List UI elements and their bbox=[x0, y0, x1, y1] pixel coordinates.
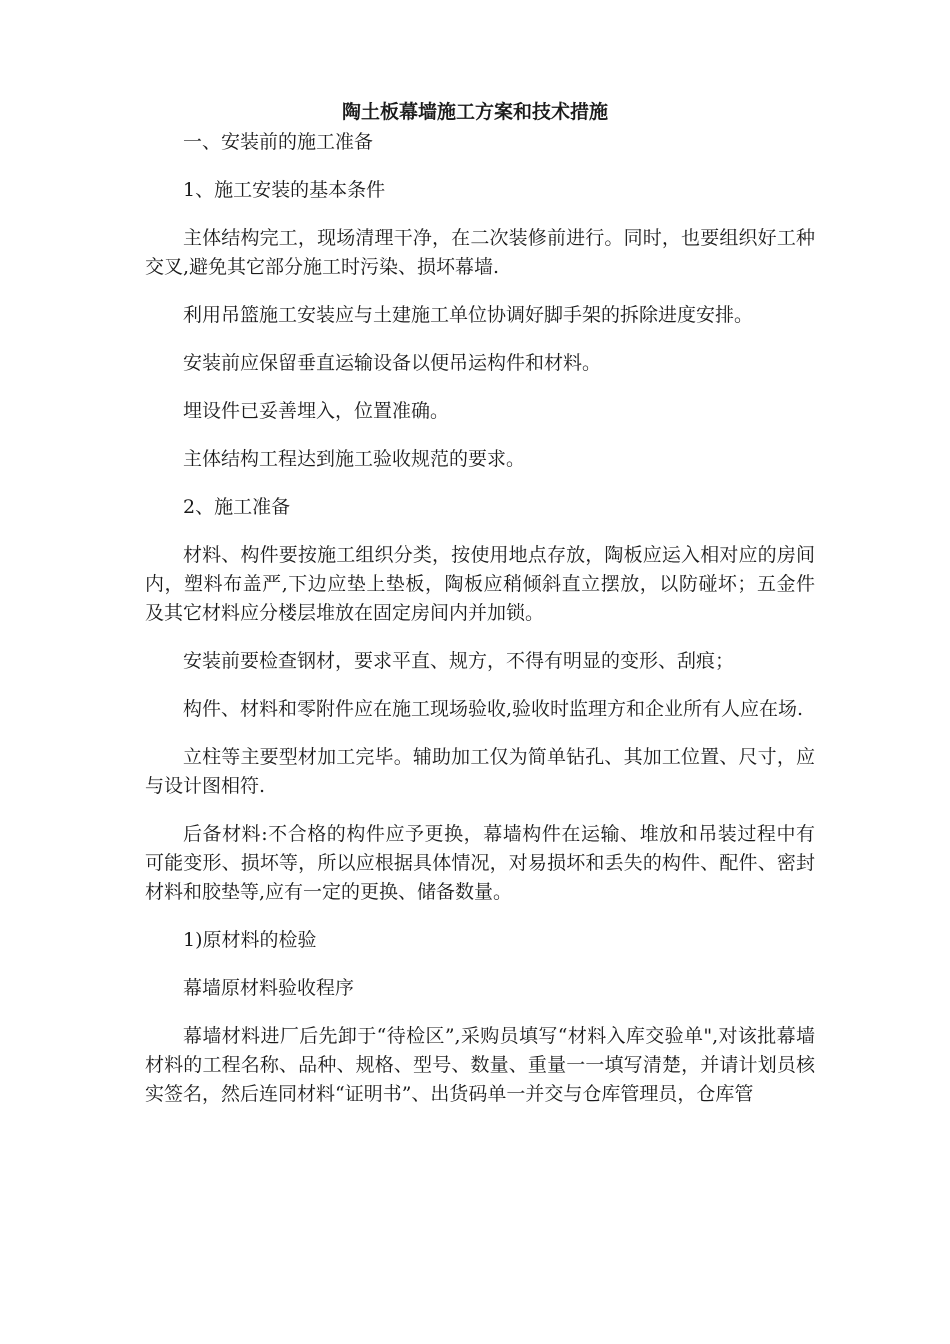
paragraph: 材料、构件要按施工组织分类，按使用地点存放，陶板应运入相对应的房间内，塑料布盖严,下边应垫上垫板，陶板应稍倾斜直立摆放，以防碰坏；五金件及其它材料应分楼层堆放在固定房间内并加锁。 bbox=[145, 544, 815, 624]
paragraph: 主体结构完工，现场清理干净，在二次装修前进行。同时，也要组织好工种交叉,避免其它部分施工时污染、损坏幕墙. bbox=[145, 227, 815, 278]
paragraph: 立柱等主要型材加工完毕。辅助加工仅为简单钻孔、其加工位置、尺寸，应与设计图相符. bbox=[145, 746, 815, 797]
item-subheading: 幕墙原材料验收程序 bbox=[183, 977, 355, 999]
paragraph: 幕墙材料进厂后先卸于“待检区”,采购员填写“材料入库交验单",对该批幕墙材料的工程名称、品种、规格、型号、数量、重量一一填写清楚，并请计划员核实签名，然后连同材料“证明书”、出货码单一并交与仓库管理员，仓库管 bbox=[145, 1025, 815, 1105]
paragraph: 后备材料:不合格的构件应予更换，幕墙构件在运输、堆放和吊装过程中有可能变形、损坏等，所以应根据具体情况，对易损坏和丢失的构件、配件、密封材料和胶垫等,应有一定的更换、储备数量。 bbox=[145, 823, 815, 903]
paragraph: 主体结构工程达到施工验收规范的要求。 bbox=[183, 448, 526, 470]
subsection-heading-2: 2、施工准备 bbox=[183, 496, 291, 518]
item-heading-1: 1)原材料的检验 bbox=[183, 929, 317, 951]
paragraph: 构件、材料和零附件应在施工现场验收,验收时监理方和企业所有人应在场. bbox=[183, 698, 804, 720]
paragraph: 埋设件已妥善埋入，位置准确。 bbox=[183, 400, 450, 422]
document-title: 陶土板幕墙施工方案和技术措施 bbox=[341, 101, 608, 123]
document-body bbox=[145, 128, 815, 1128]
paragraph: 利用吊篮施工安装应与土建施工单位协调好脚手架的拆除进度安排。 bbox=[183, 304, 754, 326]
subsection-heading-1: 1、施工安装的基本条件 bbox=[183, 179, 386, 201]
paragraph: 安装前要检查钢材，要求平直、规方，不得有明显的变形、刮痕； bbox=[183, 650, 735, 672]
paragraph: 安装前应保留垂直运输设备以便吊运构件和材料。 bbox=[183, 352, 602, 374]
section-heading-1: 一、安装前的施工准备 bbox=[183, 131, 374, 153]
